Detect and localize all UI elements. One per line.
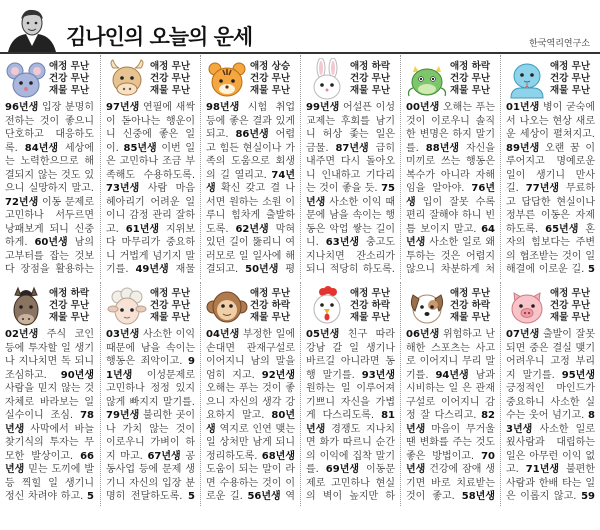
- summary-wealth: 재물 무난: [249, 312, 290, 323]
- birth-year: 62년생: [235, 223, 269, 235]
- zodiac-card-ox: [100, 55, 201, 279]
- summary-wealth: 재물 무난: [149, 85, 190, 96]
- fortune-summary: [244, 61, 296, 97]
- birth-year: 92년생: [261, 369, 295, 381]
- fortune-line: 연필에 새싹이 돋아나는 행운이니 신중에 좋은 일이.: [106, 102, 195, 154]
- fortune-line: 부정한 일에 손대면 관재구설로 이어지니 남의 말을 엄히 지고.: [206, 329, 295, 381]
- fortune-text: [5, 101, 94, 277]
- birth-year: 91년생: [106, 356, 195, 381]
- birth-year: 49년생: [135, 264, 169, 275]
- fortune-line: 건강에 잠애 생기면 바로 치료받는 것이 좋고.: [406, 464, 495, 502]
- fortune-summary: [544, 61, 596, 97]
- dragon-icon: [405, 58, 449, 102]
- birth-year: 87년생: [335, 142, 369, 154]
- fortune-text: [5, 328, 94, 504]
- horse-icon: [4, 285, 48, 329]
- summary-love: 애정 무난: [249, 288, 290, 299]
- birth-year: 5: [588, 264, 595, 275]
- summary-health: 건강 무난: [48, 73, 89, 84]
- fortune-summary: [344, 288, 396, 324]
- fortune-line: 남의 고부터를 잡는 것보다 장점을 활용하는: [5, 237, 94, 275]
- pig-icon: [505, 285, 549, 329]
- birth-year: 72년생: [5, 196, 39, 208]
- fortune-line: 입장 분명히 전하는 것이 좋으니 단호하고 대응하도록.: [5, 102, 94, 154]
- summary-wealth: 재물 무난: [549, 312, 590, 323]
- zodiac-card-rabbit: [300, 55, 401, 279]
- fortune-line: 사막에서 바늘 찾기식의 투자는 무모한 발상이고.: [5, 423, 94, 462]
- birth-year: 86년생: [235, 129, 269, 140]
- fortune-line: 경쟁도 지나치면 화가 따르니 순간의 이익에 집착 말기를.: [306, 423, 395, 475]
- monkey-icon: [205, 285, 249, 329]
- fortune-line: 이성문제로 고민하나 정정 있지 않게 빠지지 말기를.: [106, 369, 195, 408]
- fortune-line: 입이 잘못 수록 편리 잘해야 하니 빈틈 보이지 말고.: [406, 196, 495, 235]
- fortune-line: 원하는 일 이루어져 기쁘니 자신을 가볍게 다스리도록.: [306, 383, 395, 421]
- birth-year: 77년생: [525, 183, 560, 194]
- birth-year: 66년생: [5, 450, 94, 475]
- page-title: 김나인의 오늘의 운세: [66, 25, 253, 49]
- birth-year: 00년생: [406, 102, 440, 113]
- fortune-summary: [544, 288, 596, 324]
- birth-year: 60년생: [34, 237, 68, 248]
- zodiac-card-rat: [0, 55, 100, 279]
- birth-year: 5: [188, 491, 195, 502]
- fortune-line: 자신을 미끼로 쓰는 행동은 복수가 아니라 자해임을 알아야.: [406, 142, 495, 194]
- fortune-line: 사람 마음 헤아리기 어려운 일이니 감정 관리 잘하고.: [106, 183, 195, 235]
- birth-year: 63년생: [325, 237, 360, 248]
- birth-year: 65년생: [545, 223, 579, 235]
- birth-year: 02년생: [5, 329, 39, 340]
- zodiac-card-tiger: [200, 55, 301, 279]
- birth-year: 99년생: [306, 102, 340, 113]
- ox-icon: [105, 58, 149, 102]
- fortune-line: 지위보다 마무리가 중요하니 거법게 넘기지 말기를.: [106, 223, 195, 275]
- birth-year: 88년생: [425, 142, 460, 154]
- birth-year: 56년생: [247, 491, 281, 502]
- fortune-line: 사소한 일로 욌사람과 대립하는 일은 아무런 이익 없고.: [506, 423, 595, 475]
- zodiac-card-monkey: [200, 282, 301, 506]
- summary-health: 건강 무난: [549, 73, 590, 84]
- fortune-line: 오랜 꿈 이루어지고 명예로운 일이 생기니 만사 길.: [506, 142, 595, 194]
- birth-year: 05년생: [306, 329, 340, 340]
- birth-year: 94년생: [435, 369, 469, 381]
- birth-year: 07년생: [506, 329, 540, 340]
- fortune-line: 역: [285, 491, 295, 502]
- snake-icon: [505, 58, 549, 102]
- fortune-line: 역지로 인연 맺는 일 상처만 남게 되니 정리하도록.: [206, 423, 295, 462]
- fortune-line: 확신 갖고 결 나서면 원하는 소원 이루니 힘차게 출발하도록.: [206, 183, 295, 235]
- birth-year: 71년생: [525, 464, 560, 475]
- birth-year: 90년생: [60, 369, 94, 381]
- fortune-summary: [444, 288, 496, 324]
- fortune-text: [106, 328, 195, 504]
- fortune-line: 시험 취업 등에 좋은 결과 있게 되고.: [206, 102, 295, 140]
- fortune-line: 충고도 지나치면 잔소리가 되니 적당히 하도록.: [306, 237, 395, 275]
- fortune-line: 위험하고 난해한 스포츠는 사고로 이어지니 무리 말기를.: [406, 329, 495, 381]
- fortune-text: [206, 101, 295, 277]
- fortune-text: [506, 328, 595, 504]
- birth-year: 74년생: [206, 169, 295, 194]
- summary-love: 애정 무난: [449, 288, 490, 299]
- birth-year: 73년생: [106, 183, 140, 194]
- fortune-summary: [43, 288, 95, 324]
- sheep-icon: [105, 285, 149, 329]
- summary-health: 건강 무난: [349, 73, 390, 84]
- fortune-line: 이번 일은 고민하나 조금 부족해도 수용하도록.: [106, 142, 195, 181]
- birth-year: 84년생: [24, 142, 59, 154]
- author-portrait: [4, 6, 60, 52]
- birth-year: 67년생: [147, 450, 181, 462]
- fortune-line: 재물: [175, 264, 195, 275]
- fortune-line: 공동사업 등에 문제 생기니 자신의 입장 분명히 전달하도록.: [106, 450, 195, 502]
- summary-wealth: 재물 무난: [349, 85, 390, 96]
- fortune-line: 병이 굳숙에서 나오는 현상 새로운 세상이 펼쳐지고.: [506, 102, 595, 140]
- fortune-line: 이동문제로 고민하나 현실의 벽이 높지만 하: [306, 464, 395, 502]
- summary-wealth: 재물 무난: [549, 85, 590, 96]
- dog-icon: [405, 285, 449, 329]
- fortune-line: 주식 코인 등에 투자할 일 생기나 지나치면 독 되니 조심하고.: [5, 329, 94, 381]
- fortune-line: 마음이 무거울 땐 변화를 주는 것도 좋은 방법이고.: [406, 423, 495, 462]
- birth-year: 76년생: [406, 183, 495, 208]
- rat-icon: [4, 58, 48, 102]
- summary-health: 건강 하락: [349, 300, 390, 311]
- birth-year: 83년생: [506, 410, 595, 435]
- birth-year: 06년생: [406, 329, 440, 340]
- fortune-line: 긍정적인 마인드가 중요하니 사소한 실수는 웃어 넘기고.: [506, 383, 595, 421]
- fortune-line: 도움이 되는 말이 라면 수용하는 것이 이로운 길.: [206, 464, 295, 502]
- fortune-line: 어렵고 힘든 현실이나 가족의 도움으로 회생의 길 열리고.: [206, 129, 295, 181]
- summary-love: 애정 무난: [48, 61, 89, 72]
- summary-love: 애정 무난: [549, 288, 590, 299]
- birth-year: 93년생: [361, 369, 395, 381]
- summary-love: 애정 하락: [449, 61, 490, 72]
- summary-health: 건강 무난: [48, 300, 89, 311]
- fortune-summary: [43, 61, 95, 97]
- fortune-line: 어설픈 이성교제는 후회를 남기니 허상 좇는 일은 금물.: [306, 102, 395, 154]
- rabbit-icon: [305, 58, 349, 102]
- fortune-summary: [444, 61, 496, 97]
- birth-year: 89년생: [506, 142, 540, 154]
- birth-year: 79년생: [106, 410, 140, 421]
- summary-love: 애정 무난: [349, 288, 390, 299]
- fortune-line: 혼자의 힘보다는 주변의 협조받는 것이 일 해결에 이로운 길.: [506, 223, 595, 275]
- summary-health: 건강 무난: [549, 300, 590, 311]
- summary-love: 애정 무난: [149, 288, 190, 299]
- summary-wealth: 재물 무난: [149, 312, 190, 323]
- fortune-summary: [144, 288, 196, 324]
- birth-year: 68년생: [261, 450, 295, 462]
- birth-year: 82년생: [406, 410, 495, 435]
- fortune-line: 무료하고 답답한 현실이나 정부른 이동은 자제하도록.: [506, 183, 595, 235]
- birth-year: 81년생: [306, 410, 395, 435]
- birth-year: 96년생: [5, 102, 39, 113]
- summary-love: 애정 무난: [549, 61, 590, 72]
- summary-wealth: 재물 무난: [449, 312, 490, 323]
- fortune-line: 사소한 이익 때문에 남을 속이는 행동은 죄악이고.: [106, 329, 195, 367]
- fortune-line: 출발이 잘못되면 중은 결실 맺기 어려우니 고정 부리지 말기를.: [506, 329, 595, 381]
- fortune-line: 사소한 이익 때문에 남을 속이는 행동은 악업 쌓는 길이니.: [306, 196, 395, 248]
- fortune-text: [406, 101, 495, 277]
- page-header: [0, 0, 600, 52]
- birth-year: 50년생: [245, 264, 279, 275]
- birth-year: 64년생: [406, 223, 495, 248]
- tiger-icon: [205, 58, 249, 102]
- fortune-text: [406, 328, 495, 504]
- summary-wealth: 재물 무난: [449, 85, 490, 96]
- birth-year: 95년생: [561, 369, 595, 381]
- source-label: 한국역리연구소: [529, 39, 590, 49]
- fortune-summary: [244, 288, 296, 324]
- birth-year: 80년생: [206, 410, 295, 435]
- summary-health: 건강 하락: [249, 300, 290, 311]
- summary-health: 건강 하락: [449, 300, 490, 311]
- birth-year: 97년생: [106, 102, 140, 113]
- header-divider: [0, 52, 600, 54]
- fortune-line: 평: [285, 264, 295, 275]
- birth-year: 03년생: [106, 329, 140, 340]
- zodiac-card-dragon: [400, 55, 501, 279]
- birth-year: 70년생: [406, 450, 495, 475]
- fortune-text: [306, 328, 395, 504]
- birth-year: 61년생: [125, 223, 160, 235]
- fortune-text: [206, 328, 295, 504]
- fortune-line: 사소한 일로 왜투하는 것은 어렵지 않으니 차분하게 처: [406, 237, 495, 275]
- fortune-line: 불편한 사람과 한배 타는 일은 이롭지 않고.: [506, 464, 595, 502]
- summary-health: 건강 무난: [149, 73, 190, 84]
- fortune-line: 세상에는 노력한으므로 해결되지 않는 것도 있으니 실망하지 말고.: [5, 142, 94, 194]
- zodiac-card-horse: [0, 282, 100, 506]
- fortune-summary: [344, 61, 396, 97]
- summary-love: 애정 하락: [349, 61, 390, 72]
- summary-health: 건강 무난: [149, 300, 190, 311]
- fortune-line: 불리한 곳이나 가치 않는 것이 이로우니 가벼이 하지 마고.: [106, 410, 195, 462]
- fortune-text: [506, 101, 595, 277]
- fortune-line: 친구 따라 강남 갈 일 생기나 바르길 아니라면 동행 말기를.: [306, 329, 395, 381]
- birth-year: 59: [581, 491, 595, 502]
- birth-year: 01년생: [506, 102, 540, 113]
- summary-wealth: 재물 무난: [48, 312, 89, 323]
- fortune-text: [106, 101, 195, 277]
- summary-wealth: 재물 무난: [48, 85, 89, 96]
- birth-year: 5: [87, 491, 94, 502]
- fortune-line: 막혀있던 길이 뚫리니 여러모로 일 일사에 해결되고.: [206, 223, 295, 275]
- summary-wealth: 재물 무난: [249, 85, 290, 96]
- zodiac-card-dog: [400, 282, 501, 506]
- birth-year: 78년생: [5, 410, 94, 435]
- fortune-line: 오해는 푸는 것이 이로우니 솔직한 변명은 하지 말기를.: [406, 102, 495, 154]
- summary-health: 건강 무난: [449, 73, 490, 84]
- zodiac-card-sheep: [100, 282, 201, 506]
- birth-year: 58년생: [461, 491, 495, 502]
- summary-love: 애정 무난: [149, 61, 190, 72]
- birth-year: 98년생: [206, 102, 240, 113]
- birth-year: 75년생: [306, 183, 395, 208]
- fortune-line: 이동 문제로 고민하나 서두르면 낭패보게 되니 신중하게.: [5, 196, 94, 248]
- birth-year: 69년생: [325, 464, 360, 475]
- fortune-line: 믿는 도끼에 발등 찍힐 일 생기니 정신 차려야 하고.: [5, 464, 94, 502]
- zodiac-card-pig: [500, 282, 600, 506]
- fortune-line: 남과 시비하는 일 은 관재구설로 이어지니 감정 잘 다스리고.: [406, 369, 495, 421]
- fortune-summary: [144, 61, 196, 97]
- fortune-line: 사람을 믿지 않는 것 자체로 바라보는 일 실수이니 조심.: [5, 383, 94, 421]
- zodiac-card-snake: [500, 55, 600, 279]
- rooster-icon: [305, 285, 349, 329]
- fortune-line: 오해는 푸는 것이 좋으니 자신의 생각 강요하지 말고.: [206, 383, 295, 421]
- zodiac-card-rooster: [300, 282, 401, 506]
- summary-love: 애정 상승: [249, 61, 290, 72]
- summary-wealth: 재물 무난: [349, 312, 390, 323]
- summary-health: 건강 무난: [249, 73, 290, 84]
- summary-love: 애정 하락: [48, 288, 89, 299]
- fortune-text: [306, 101, 395, 277]
- birth-year: 04년생: [206, 329, 240, 340]
- fortune-line: 급히 내주면 다시 돌아오니 인내하고 기다리는 것이 좋을 듯.: [306, 142, 395, 194]
- birth-year: 85년생: [123, 142, 157, 154]
